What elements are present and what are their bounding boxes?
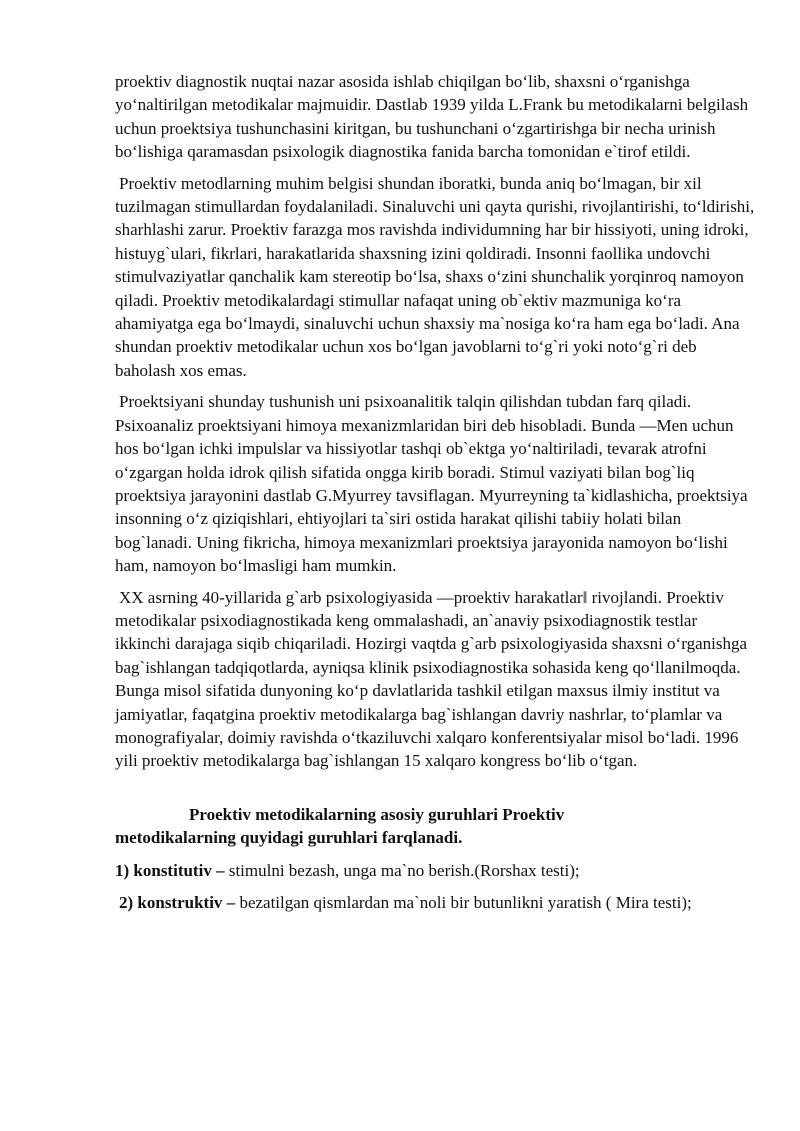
list-item-2-term: 2) konstruktiv – [119, 893, 236, 912]
list-item-1-term: 1) konstitutiv – [115, 860, 225, 880]
list-item-1-text: stimulni bezash, unga ma`no berish.(Rorshax testi); [224, 860, 580, 880]
section-spacer [115, 781, 755, 803]
list-item-2 [115, 891, 755, 914]
list-item-2-text: bezatilgan qismlardan ma`noli bir butunlikni yaratish ( Mira testi); [235, 893, 692, 912]
document-page [115, 70, 755, 923]
section-heading [115, 803, 755, 850]
section-heading-line-1: Proektiv metodikalarning asosiy guruhlari Proektiv [189, 804, 565, 824]
paragraph-2: Proektiv metodlarning muhim belgisi shundan iboratki, bunda aniq bo‘lmagan, bir xil tuzilmagan stimullardan foydalaniladi. Sinaluvchi uni qayta qurishi, rivojlantirishi, to‘ldirishi, sharhlashi zarur. Proektiv farazga mos ravishda individumning har bir hissiyoti, uning idroki, histuyg`ulari, fikrlari, harakatlarida shaxsning izini qoldiradi. Insonni faollika undovchi stimulvaziyatlar qanchalik kam stereotip bo‘lsa, shaxs o‘zini shunchalik yorqinroq namoyon qiladi. Proektiv metodikalardagi stimullar nafaqat uning ob`ektiv mazmuniga ko‘ra ahamiyatga ega bo‘lmaydi, sinaluvchi uchun shaxsiy ma`nosiga ko‘ra ham ega bo‘ladi. Ana shundan proektiv metodikalar uchun xos bo‘lgan javoblarni to‘g`ri yoki noto‘g`ri deb baholash xos emas. [115, 173, 755, 380]
paragraph-1: proektiv diagnostik nuqtai nazar asosida ishlab chiqilgan bo‘lib, shaxsni o‘rganishga yo‘naltirilgan metodikalar majmuidir. Dastlab 1939 yilda L.Frank bu metodikalarni belgilash uchun proektsiya tushunchasini kiritgan, bu tushunchani o‘zgartirishga bir necha urinish bo‘lishiga qaramasdan psixologik diagnostika fanida barcha tomonidan e`tirof etildi. [115, 72, 749, 162]
list-item-1 [115, 859, 755, 882]
section-heading-line-2: metodikalarning quyidagi guruhlari farqlanadi. [115, 828, 463, 848]
paragraph-4: XX asrning 40-yillarida g`arb psixologiyasida ―proektiv harakatlar‖ rivojlandi. Proektiv metodikalar psixodiagnostikada keng ommalashadi, an`anaviy psixodiagnostik testlar ikkinchi darajaga siqib chiqariladi. Hozirgi vaqtda g`arb psixologiyasida shaxsni o‘rganishga bag`ishlangan tadqiqotlarda, ayniqsa klinik psixodiagnostika sohasida keng qo‘llanilmoqda. Bunga misol sifatida dunyoning ko‘p davlatlarida tashkil etilgan maxsus ilmiy institut va jamiyatlar, faqatgina proektiv metodikalarga bag`ishlangan davriy nashrlar, to‘plamlar va monografiyalar, doimiy ravishda o‘tkaziluvchi xalqaro konferentsiyalar misol bo‘ladi. 1996 yili proektiv metodikalarga bag`ishlangan 15 xalqaro kongress bo‘lib o‘tgan. [115, 587, 747, 771]
paragraph-3: Proektsiyani shunday tushunish uni psixoanalitik talqin qilishdan tubdan farq qiladi. Psixoanaliz proektsiyani himoya mexanizmlaridan biri deb hisobladi. Bunda ―Men uchun hos bo‘lgan ichki impulslar va hissiyotlar tashqi ob`ektga yo‘naltiriladi, tevarak atrofni o‘zgargan holda idrok qilish sifatida ongga kirib boradi. Stimul vaziyati bilan bog`liq proektsiya jarayonini dastlab G.Myurrey tavsiflagan. Myurreyning ta`kidlashicha, proektsiya insonning o‘z qiziqishlari, ehtiyojlari ta`siri ostida harakat qilishi tabiiy holati bilan bog`lanadi. Uning fikricha, himoya mexanizmlari proektsiya jarayonida namoyon bo‘lishi ham, namoyon bo‘lmasligi ham mumkin. [115, 392, 748, 576]
